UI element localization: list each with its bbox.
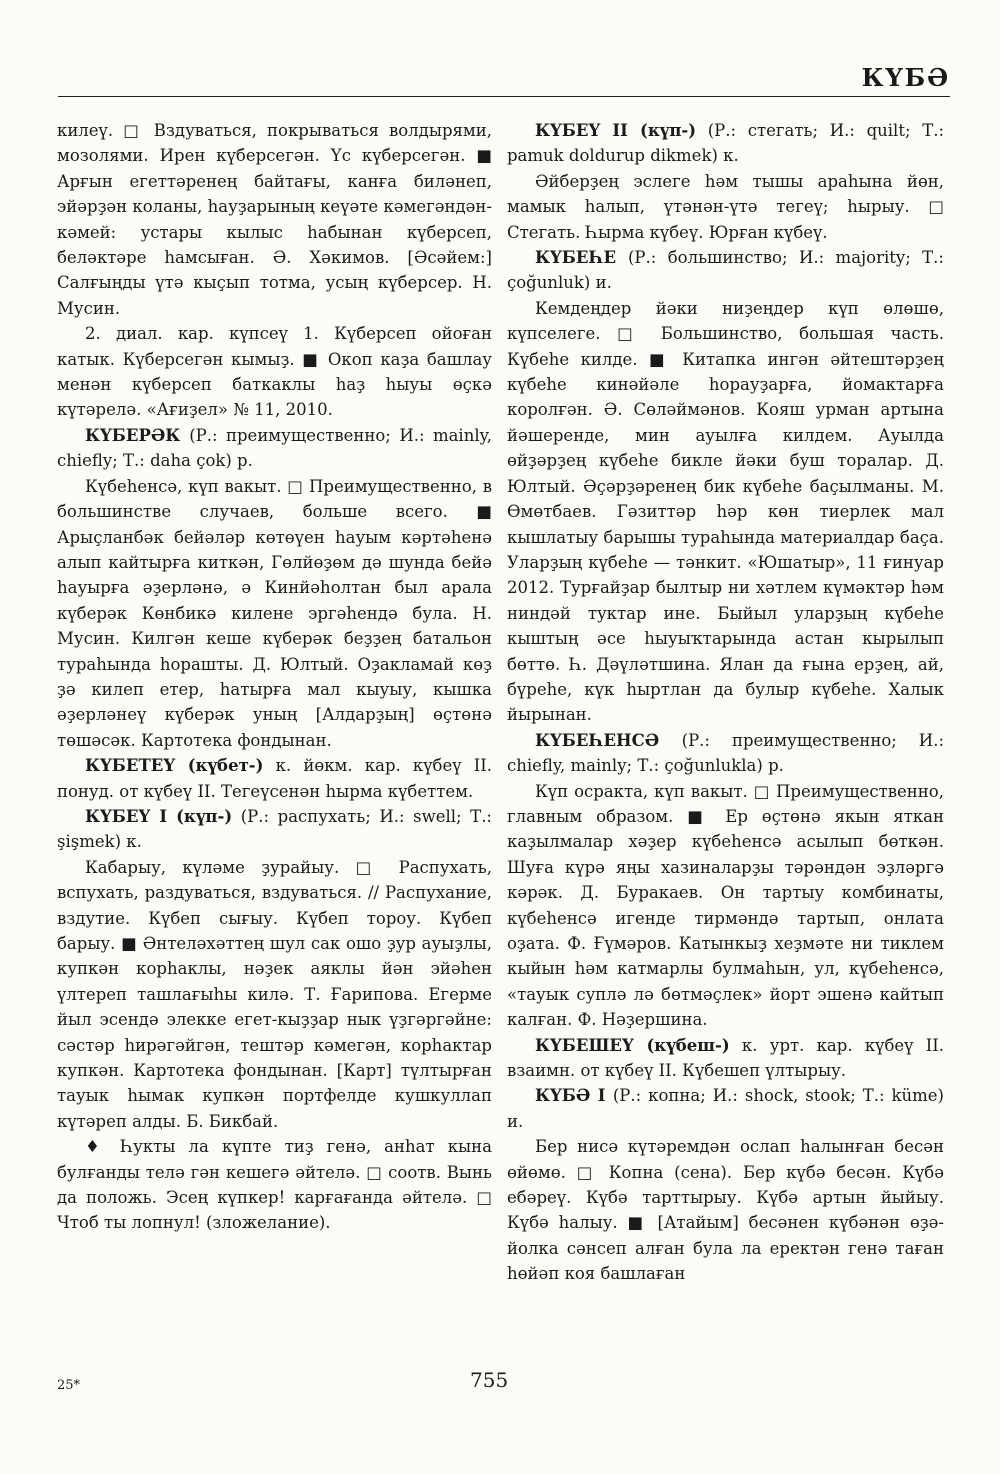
entry-headword: КҮБЕҺЕНСӘ (Р.: преимущественно; И.: chiefly, mainly; Т.: çoğunlukla) р. <box>507 730 945 776</box>
paragraph: Әйберҙең эслеге һәм тышы араһына йөн, мамык һалып, үтәнән-үтә тегеү; һырыу. □ Стегать. Һырма күбеү. Юрған күбеү. <box>507 171 944 242</box>
paragraph: килеү. □ Вздуваться, покрываться волдырями, мозолями. Ирен күберсегән. Үс күберсегән. ■ Арғын егеттәренең байтағы, канға биләнеп, эйәрҙән коланы, һауҙарының кеүәте кәмегәндән-кәмей: устары кылыс һабынан күберсеп, беләктәре һамсыған. Ә. Хәкимов. [Әсәйем:] Салғыңды үтә кыҫып тотма, усың күберсер. Н. Мусин. <box>57 121 493 318</box>
entry-headword: КҮБЕШЕҮ (күбеш-) к. урт. кар. күбеү II. взаимн. от күбеү II. Күбешеп үлтырыу. <box>507 1035 944 1081</box>
paragraph: Кабарыу, күләме ҙурайыу. □ Распухать, вспухать, раздуваться, вздуваться. // Распухание, вздутие. Күбеп сығыу. Күбеп тороу. Күбеп барыу. ■ Әнтеләхәттең шул сак ошо ҙур ауыҙлы, купкән корһаклы, нәҙек аяклы йән эйәһен үлтереп ташлағыһы килә. Т. Ғарипова. Егерме йыл эсендә элекке егет-кыҙҙар нык үҙгәргәйне: сәстәр һирәгәйгән, тештәр кәмегән, корһактар купкән. Картотека фондынан. [Карт] түлтырған тауык һымак купкән портфелде кушкуллап күтәреп алды. Б. Бикбай. <box>57 857 492 1131</box>
page-number: 755 <box>470 1368 509 1392</box>
paragraph: Күп осракта, күп вакыт. □ Преимущественно, главным образом. ■ Ер өҫтөнә якын яткан каҙылмалар хәҙер күбеһенсә асылып бөткән. Шуға күрә яңы хазиналарҙы тәрәндән эҙләргә кәрәк. Д. Буракаев. Он тартыу комбинаты, күбеһенсә игенде тирмәндә тартып, онлата оҙата. Ф. Ғүмәров. Катынкыҙ хеҙмәте ни тиклем кыйын һәм катмарлы булмаһын, ул, күбеһенсә, «тауык суплә лә бөтмәҫлек» йорт эшенә кайтып калған. Ф. Нәҙершина. <box>507 781 944 1030</box>
entry-headword: КҮБӘ I (Р.: копна; И.: shock, stook; Т.: küme) и. <box>507 1086 944 1131</box>
paragraph: 2. диал. кар. күпсеү 1. Күберсеп ойоған катык. Күберсегән кымыҙ. ■ Окоп каҙа башлау менән күберсеп баткаклы һаҙ һыуы өҫкә күтәрелә. «Ағиҙел» № 11, 2010. <box>57 324 492 420</box>
entry-headword: КҮБЕҺЕ (Р.: большинство; И.: majority; Т.: çoğunluk) и. <box>507 248 944 293</box>
entry-headword: КҮБЕҮ II (күп-) (Р.: стегать; И.: quilt; Т.: pamuk doldurup dikmek) к. <box>507 121 944 166</box>
entry-headword: КҮБЕҮ I (күп-) (Р.: распухать; И.: swell; Т.: şişmek) к. <box>57 806 492 852</box>
running-head <box>58 60 950 97</box>
left-column <box>57 118 492 1236</box>
signature-mark: 25* <box>57 1378 81 1393</box>
running-title: КҮБӘ <box>861 63 950 92</box>
entry-headword: КҮБЕРӘК (Р.: преимущественно; И.: mainly, chiefly; Т.: daha çok) р. <box>57 425 492 471</box>
paragraph: Кемдеңдер йәки ниҙеңдер күп өлөшө, күпселеге. □ Большинство, большая часть. Күбеһе килде. ■ Китапка ингән әйтештәрҙең күбеһе кинәйәле һорауҙарға, йомактарға королғән. Ә. Сөләймәнов. Кояш урман артына йәшеренде, мин ауылға килдем. Ауылда өйҙәрҙең күбеһе бикле йәки буш торалар. Д. Юлтый. Әҫәрҙәренең бик күбеһе баҫылманы. М. Өмөтбаев. Гәзиттәр һәр көн тиерлек мал кышлатыу барышы тураһында материалдар баҫа. Уларҙың күбеһе — тәнкит. «Юшатыр», 11 ғинуар 2012. Турғайҙар былтыр ни хәтлем күмәктәр һәм ниндәй туктар ине. Быйыл уларҙың күбеһе кыштың әсе һыуыҡтарында астан кырылып бөттө. Һ. Дәүләтшина. Ялан да ғына ерҙең, ай, бүреһе, күк һыртлан да булыр күбеһе. Халык йырынан. <box>507 298 944 725</box>
paragraph: Күбеһенсә, күп вакыт. □ Преимущественно, в большинстве случаев, больше всего. ■ Арыҫланбәк бейәләр көтөүен һауым кәртәһенә алып кайтырға киткән, Гөлйөҙөм дә шунда бейә һауырға әҙерләнә, ә Кинйәһолтан был арала күберәк Көнбикә килене эргәһендә була. Н. Мусин. Килгән кеше күберәк беҙҙең батальон тураһында һорашты. Д. Юлтый. Оҙакламай көҙ ҙә килеп етер, һатырға мал кыуыу, кышка әҙерләнеү күберәк уның [Алдарҙың] өҫтөнә төшәсәк. Картотека фондынан. <box>57 476 492 750</box>
entry-headword: КҮБЕТЕҮ (күбет-) к. йөкм. кар. күбеү II. понуд. от күбеү II. Тегеүсенән һырма күбеттем. <box>57 756 492 801</box>
paragraph: Бер нисә күтәремдән ослап һалынған бесән өйөмө. □ Копна (сена). Бер күбә бесән. Күбә ебәреү. Күбә тарттырыу. Күбә артын йыйыу. Күбә һалыу. ■ [Атайым] бесәнен күбәнән өҙә-йолка сәнсеп алған була ла еректән генә таған һөйәп коя башлаған <box>507 1137 944 1284</box>
idiom-paragraph: ♦ Һукты ла күпте тиҙ генә, анһат кына булғанды телә гән кешегә әйтелә. □ соотв. Вынь да положь. Эсең күпкер! карғағанда әйтелә. □ Чтоб ты лопнул! (зложелание). <box>57 1137 492 1233</box>
right-column <box>507 118 944 1287</box>
